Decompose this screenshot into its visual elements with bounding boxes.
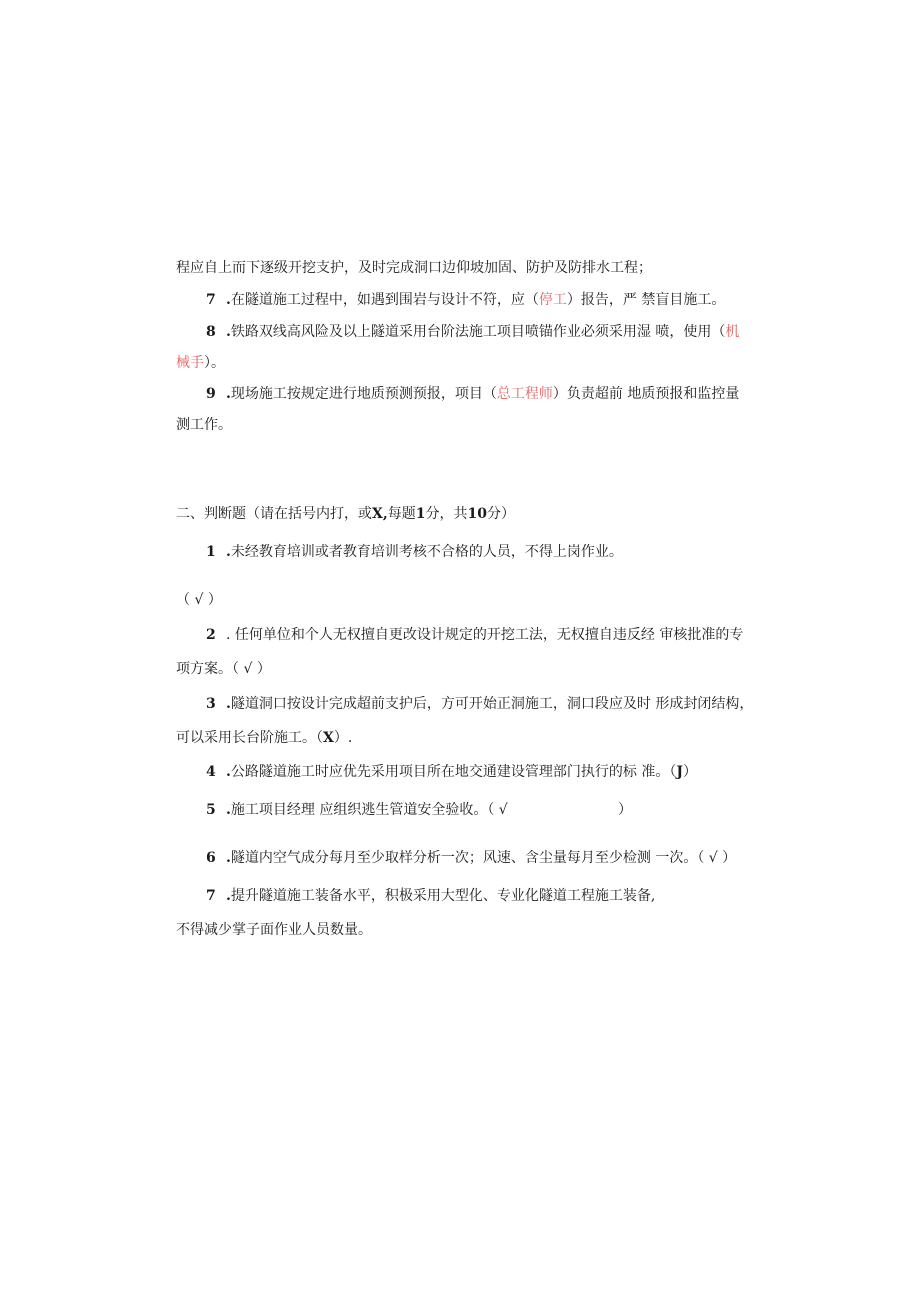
heading-text: 二、判断题（请在括号内打，或 — [176, 506, 372, 522]
question-text-tail: ）报告，严 禁盲目施工。 — [566, 292, 726, 308]
fill-question-9-line2: 测工作。 — [176, 417, 232, 433]
question-text: 公路隧道施工时应优先采用项目所在地交通建设管理部门执行的标 准。（ — [230, 764, 677, 780]
question-number: 1 — [206, 544, 216, 560]
question-number: 4 — [206, 764, 216, 780]
question-number: 2 — [206, 627, 216, 643]
fill-question-8: 8 .铁路双线高风险及以上隧道采用台阶法施工项目喷锚作业必须采用湿 喷，使用（机 — [206, 324, 740, 340]
heading-text-end: 分） — [486, 506, 515, 522]
judge-question-2 — [206, 625, 743, 645]
question-text: 未经教育培训或者教育培训考核不合格的人员，不得上岗作业。 — [230, 544, 623, 560]
judge-question-3-line2 — [176, 728, 352, 748]
question-number: 7 — [206, 292, 216, 308]
judge-question-4: 4 .公路隧道施工时应优先采用项目所在地交通建设管理部门执行的标 准。（J） — [206, 764, 697, 780]
answer-text: 机 — [725, 324, 740, 340]
question-text-tail: ）。 — [204, 355, 225, 371]
heading-text-mid: 每题 — [387, 506, 416, 522]
question-text: 隧道内空气成分每月至少取样分析一次；风速、含尘量每月至少检测 一次。（ √ ） — [230, 850, 737, 866]
judge-question-7-line2: 不得减少掌子面作业人员数量。 — [176, 922, 372, 938]
answer-text-cont: 械手 — [176, 355, 204, 371]
heading-number-total: 10 — [467, 506, 487, 522]
question-number: 3 — [206, 696, 216, 712]
answer-mark: J — [676, 764, 683, 780]
question-text: 在隧道施工过程中，如遇到围岩与设计不符，应（ — [230, 292, 539, 308]
judge-question-1-answer: （ √ ） — [176, 592, 222, 608]
question-number: 5 — [206, 802, 216, 818]
judge-question-2-line2: 项方案。（ √ ） — [176, 661, 271, 677]
question-text: 现场施工按规定进行地质预测预报，项目（ — [230, 386, 497, 402]
question-text: 施工项目经理 应组织逃生管道安全验收。（ √ — [230, 802, 508, 818]
question-text: . 任何单位和个人无权擅自更改设计规定的开挖工法，无权擅自违反经 审核批准的专 — [226, 627, 744, 643]
heading-number: 1 — [415, 506, 426, 522]
section-heading-judgement — [176, 504, 515, 524]
heading-x: X, — [372, 506, 388, 522]
question-number: 6 — [206, 850, 216, 866]
judge-question-1: 1 .未经教育培训或者教育培训考核不合格的人员，不得上岗作业。 — [206, 544, 623, 560]
judge-question-3: 3 .隧道洞口按设计完成超前支护后，方可开始正洞施工，洞口段应及时 形成封闭结构， — [206, 696, 754, 712]
judge-question-5: 5 .施工项目经理 应组织逃生管道安全验收。（ √ — [206, 802, 508, 818]
question-text: 可以采用长台阶施工。（ — [176, 730, 323, 746]
question-text: 提升隧道施工装备水平，积极采用大型化、专业化隧道工程施工装备, — [230, 888, 656, 904]
judge-question-5-close: ） — [618, 802, 632, 818]
fill-question-8-line2 — [176, 353, 225, 373]
answer-text: 停工 — [538, 292, 567, 308]
question-text-tail: ）负责超前 地质预报和监控量 — [552, 386, 740, 402]
question-number: 8 — [206, 324, 216, 340]
question-number: 9 — [206, 386, 216, 402]
judge-question-6: 6 .隧道内空气成分每月至少取样分析一次；风速、含尘量每月至少检测 一次。（ √ ） — [206, 850, 737, 866]
fill-q6-continuation: 程应自上而下逐级开挖支护，及时完成洞口边仰坡加固、防护及防排水工程； — [176, 260, 652, 276]
question-text-tail: ） — [682, 764, 697, 780]
fill-question-7: 7 .在隧道施工过程中，如遇到围岩与设计不符，应（停工）报告，严 禁盲目施工。 — [206, 292, 726, 308]
question-number: 7 — [206, 888, 216, 904]
question-text: 隧道洞口按设计完成超前支护后，方可开始正洞施工，洞口段应及时 形成封闭结构， — [230, 696, 754, 712]
answer-text: 总工程师 — [496, 386, 553, 402]
heading-text-mid2: 分，共 — [425, 506, 468, 522]
judge-question-7: 7 .提升隧道施工装备水平，积极采用大型化、专业化隧道工程施工装备, — [206, 888, 656, 904]
answer-mark: X — [323, 730, 334, 746]
question-text-tail: ）. — [333, 730, 353, 746]
fill-question-9: 9 .现场施工按规定进行地质预测预报，项目（总工程师）负责超前 地质预报和监控量 — [206, 386, 740, 402]
question-text: 铁路双线高风险及以上隧道采用台阶法施工项目喷锚作业必须采用湿 喷，使用（ — [230, 324, 726, 340]
